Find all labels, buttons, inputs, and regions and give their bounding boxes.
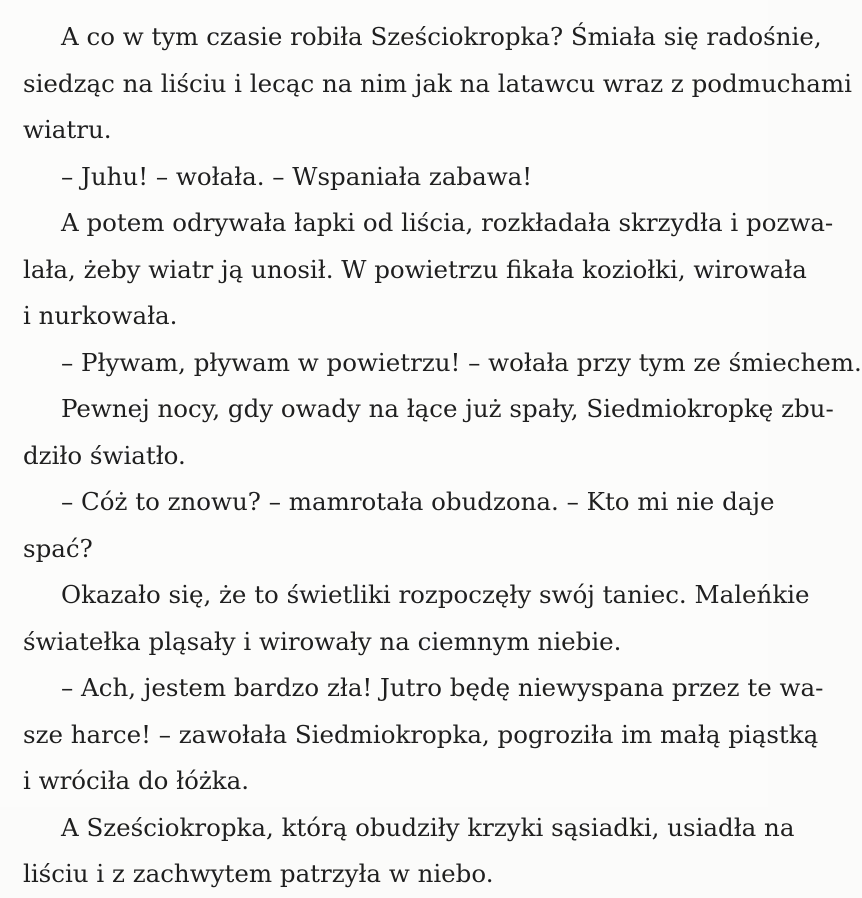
text-line: i wróciła do łóżka.	[23, 766, 250, 795]
text-line: sze harce! – zawołała Siedmiokropka, pogroziła im małą piąstką	[23, 719, 819, 749]
text-line: A potem odrywała łapki od liścia, rozkładała skrzydła i pozwa-	[61, 208, 834, 237]
story-text	[23, 14, 862, 898]
text-line: Pewnej nocy, gdy owady na łące już spały, Siedmiokropkę zbu-	[61, 394, 834, 423]
text-line: światełka pląsały i wirowały na ciemnym niebie.	[23, 626, 622, 656]
text-line: – Juhu! – wołała. – Wspaniała zabawa!	[61, 161, 533, 191]
text-line: A co w tym czasie robiła Sześciokropka? Śmiała się radośnie,	[61, 22, 822, 51]
text-line: siedząc na liściu i lecąc na nim jak na latawcu wraz z podmuchami	[23, 68, 852, 98]
text-line: wiatru.	[23, 115, 112, 144]
text-line: spać?	[23, 533, 93, 563]
text-line: – Pływam, pływam w powietrzu! – wołała przy tym ze śmiechem.	[61, 347, 862, 377]
text-line: dziło światło.	[23, 440, 186, 470]
text-line: lała, żeby wiatr ją unosił. W powietrzu fikała koziołki, wirowała	[23, 254, 807, 284]
text-line: – Ach, jestem bardzo zła! Jutro będę niewyspana przez te wa-	[61, 673, 824, 702]
text-line: A Sześciokropka, którą obudziły krzyki sąsiadki, usiadła na	[61, 812, 795, 842]
text-line: liściu i z zachwytem patrzyła w niebo.	[23, 859, 494, 888]
text-line: Okazało się, że to świetliki rozpoczęły swój taniec. Maleńkie	[61, 580, 810, 609]
text-line: i nurkowała.	[23, 301, 178, 330]
text-line: – Cóż to znowu? – mamrotała obudzona. – Kto mi nie daje	[61, 487, 775, 516]
